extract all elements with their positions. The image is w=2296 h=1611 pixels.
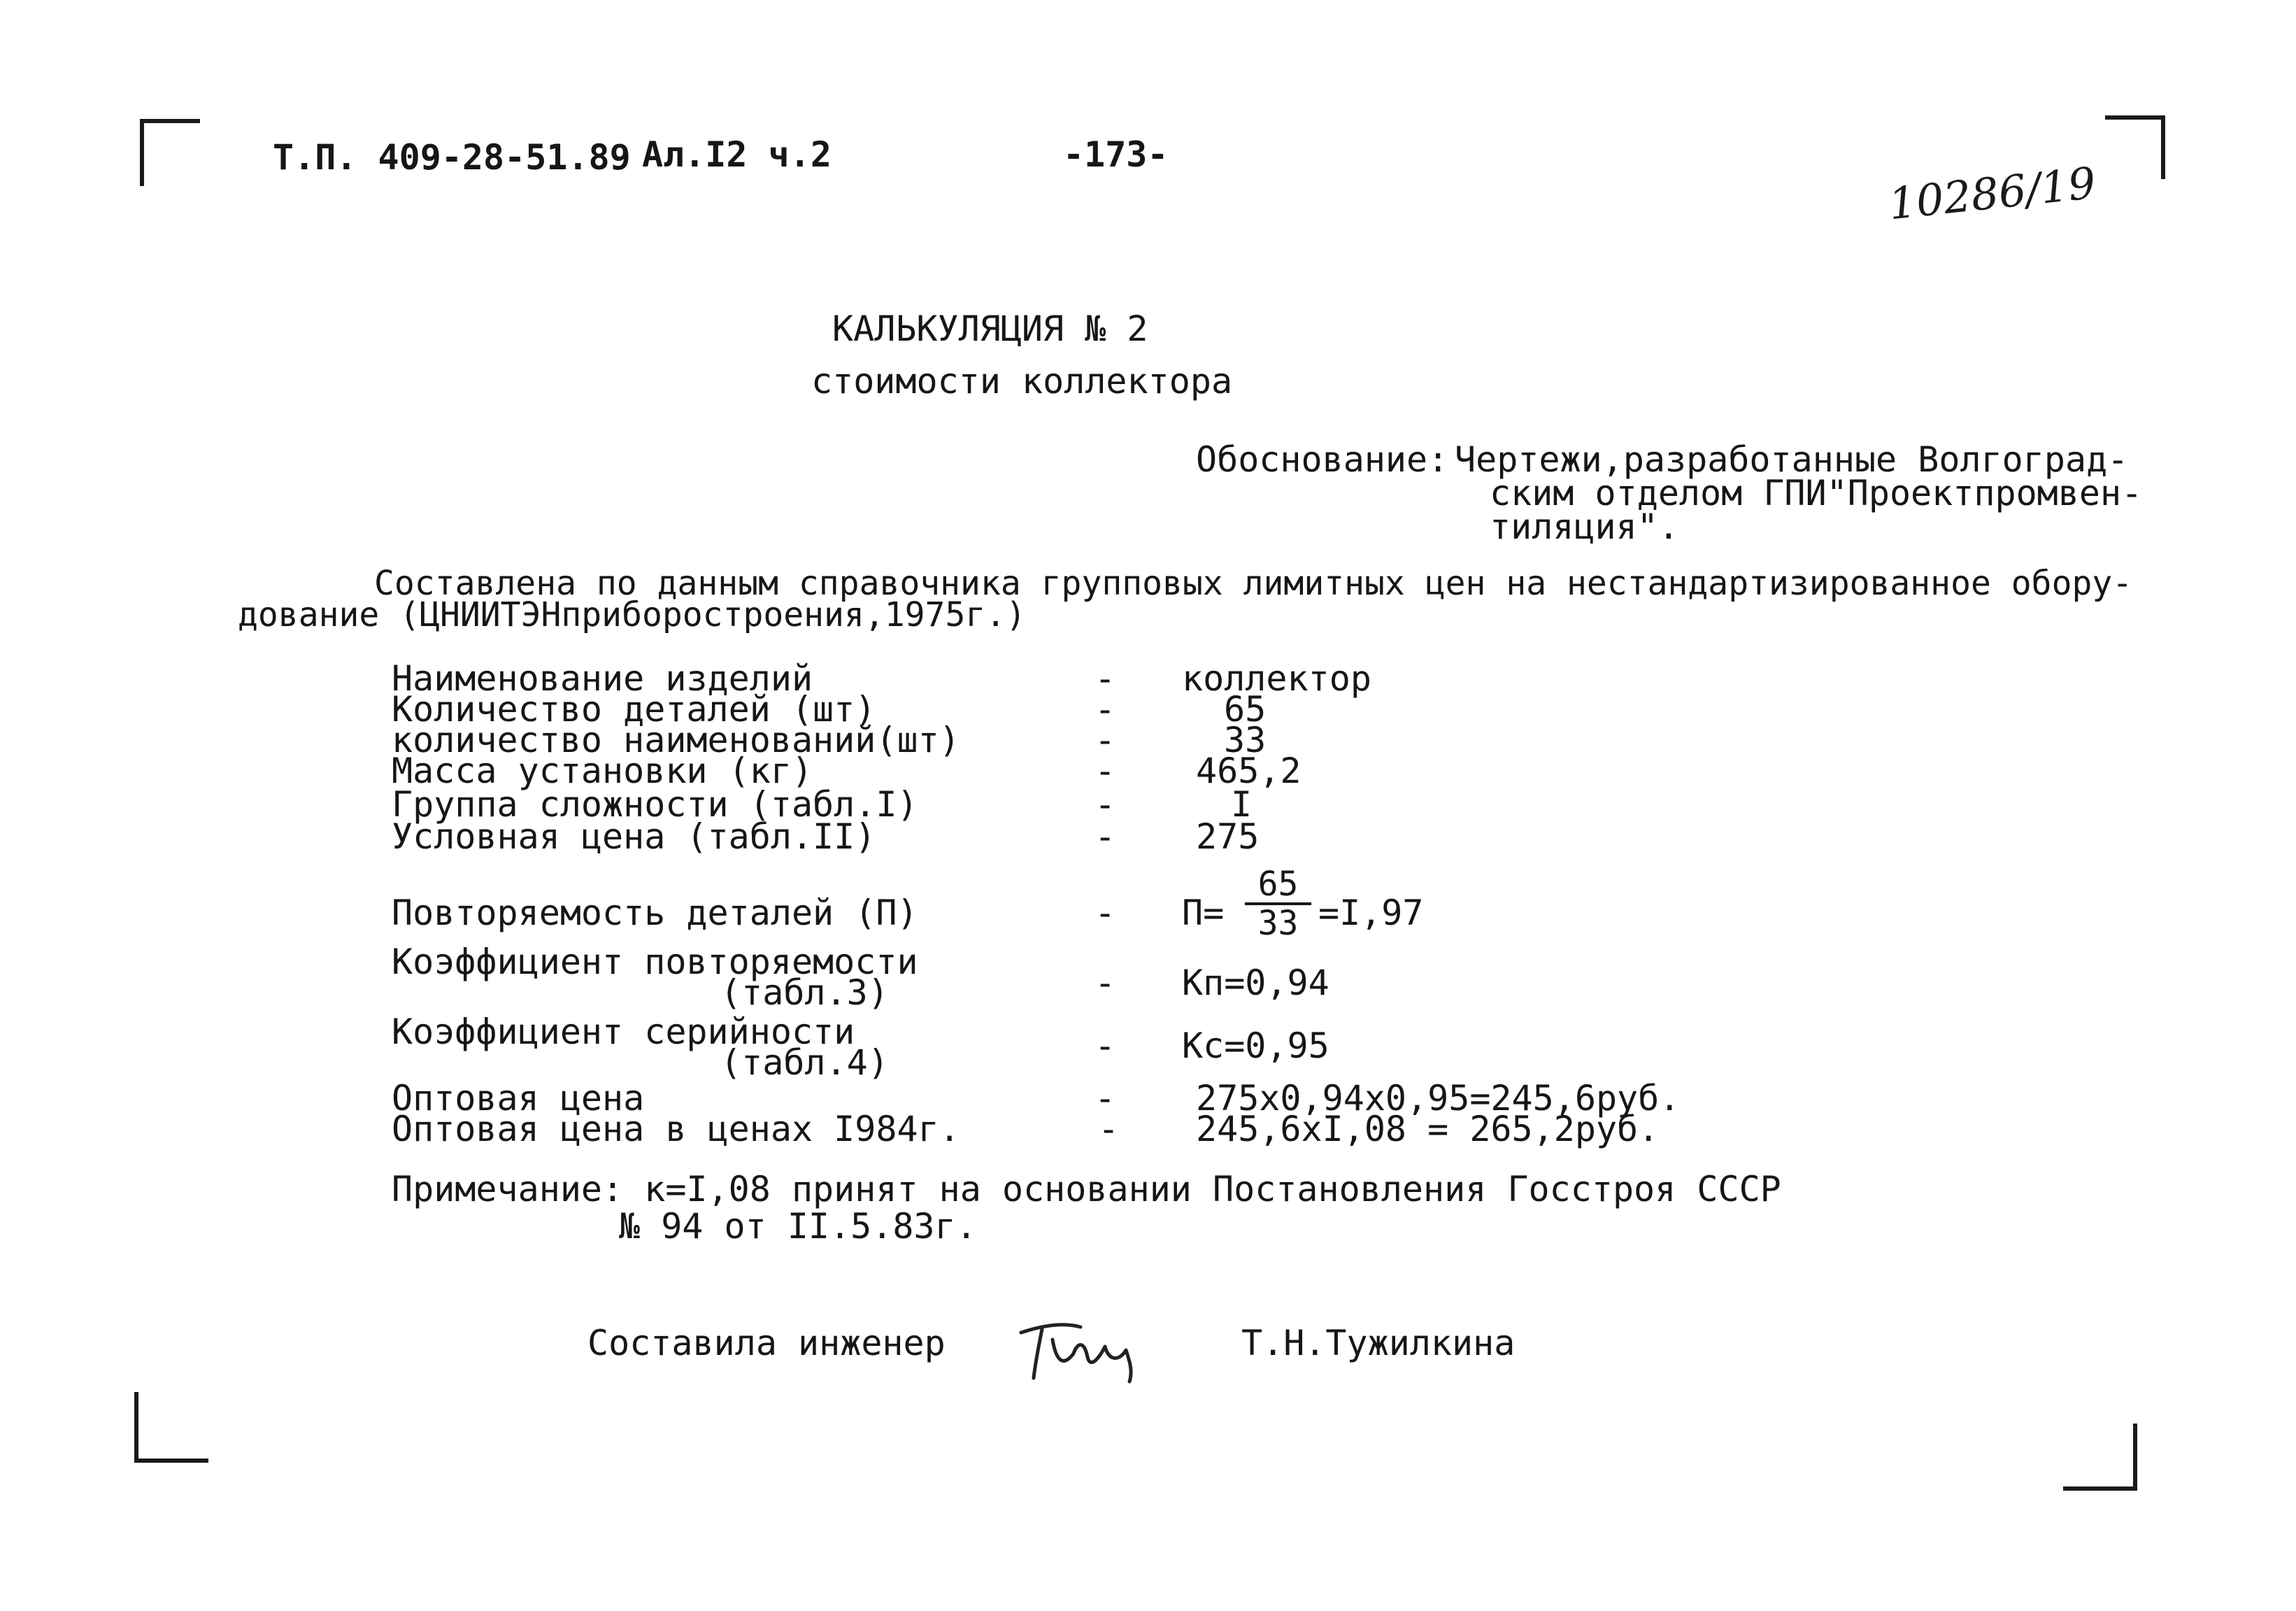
repeatability-prefix: П= — [1182, 893, 1225, 933]
album-ref: Ал.I2 ч.2 — [642, 134, 832, 175]
coef-repeat-label: Коэффициент повторяемости — [392, 942, 918, 982]
fraction-denominator: 33 — [1257, 904, 1299, 943]
param-dash: - — [1094, 689, 1116, 730]
repeatability-dash: - — [1094, 893, 1116, 933]
param-dash: - — [1094, 784, 1116, 825]
basis-label: Обоснование: — [1196, 439, 1449, 480]
prices-block — [392, 1078, 1681, 1158]
repeatability-row — [392, 867, 1441, 951]
coef-serial-table: (табл.4) — [720, 1042, 889, 1083]
param-dash: - — [1094, 751, 1116, 791]
signature — [1014, 1312, 1147, 1389]
coef-repeat-row — [392, 944, 1441, 1021]
intro-line-2: дование (ЦНИИТЭНприборостроения,1975г.) — [238, 595, 1027, 634]
price-dash: - — [1098, 1109, 1120, 1149]
param-label: Группа сложности (табл.I) — [392, 784, 918, 825]
param-label: Условная цена (табл.II) — [392, 816, 876, 857]
repeatability-fraction — [1245, 865, 1311, 943]
param-label: количество наименований(шт) — [392, 720, 960, 760]
signoff-name: Т.Н.Тужилкина — [1241, 1323, 1516, 1363]
note-line-2: № 94 от II.5.83г. — [619, 1206, 977, 1247]
corner-mark-bottom-left — [134, 1392, 208, 1463]
param-value: 465,2 — [1196, 751, 1302, 791]
note-line-1: Примечание: к=I,08 принят на основании Постановления Госстроя СССР — [392, 1169, 1781, 1209]
price-label: Оптовая цена в ценах I984г. — [392, 1109, 960, 1149]
param-dash: - — [1094, 720, 1116, 760]
param-dash: - — [1094, 658, 1116, 699]
document-subtitle: стоимости коллектора — [811, 361, 1233, 402]
param-value: 33 — [1224, 720, 1267, 760]
coef-serial-value: Кс=0,95 — [1182, 1025, 1329, 1066]
corner-mark-bottom-right — [2063, 1424, 2137, 1491]
basis-line-3: тиляция". — [1490, 506, 1679, 547]
signoff-label: Составила инженер — [587, 1323, 946, 1363]
fraction-numerator: 65 — [1257, 865, 1299, 904]
repeatability-result: =I,97 — [1318, 893, 1424, 933]
document-title: КАЛЬКУЛЯЦИЯ № 2 — [832, 308, 1148, 349]
price-label: Оптовая цена — [392, 1078, 645, 1119]
param-value: коллектор — [1182, 658, 1371, 699]
coef-repeat-dash: - — [1094, 963, 1116, 1003]
param-value: 275 — [1196, 816, 1260, 857]
param-value: 65 — [1224, 689, 1267, 730]
corner-mark-top-right — [2105, 115, 2165, 179]
page-number: -173- — [1063, 134, 1169, 175]
coef-serial-label: Коэффициент серийности — [392, 1012, 855, 1052]
param-label: Масса установки (кг) — [392, 751, 813, 791]
repeatability-label: Повторяемость деталей (П) — [392, 893, 918, 933]
handwritten-reference: 10286/19 — [1885, 157, 2099, 230]
param-dash: - — [1094, 816, 1116, 857]
basis-line-2: ским отделом ГПИ"Проектпромвен- — [1490, 473, 2143, 513]
basis-line-1: Чертежи,разработанные Волгоград- — [1455, 439, 2129, 480]
param-value: I — [1231, 784, 1253, 825]
coef-serial-dash: - — [1094, 1025, 1116, 1066]
param-label: Количество деталей (шт) — [392, 689, 876, 730]
intro-line-1: Составлена по данным справочника групповых лимитных цен на нестандартизированное обору- — [374, 564, 2133, 603]
price-value: 275х0,94х0,95=245,6руб. — [1196, 1078, 1681, 1119]
parameter-table — [392, 658, 1441, 871]
coef-repeat-table: (табл.3) — [720, 972, 889, 1013]
corner-mark-top-left — [140, 119, 200, 186]
price-dash: - — [1094, 1078, 1116, 1119]
coef-repeat-value: Кп=0,94 — [1182, 963, 1329, 1003]
price-value: 245,6хI,08 = 265,2руб. — [1196, 1109, 1660, 1149]
project-code: Т.П. 409-28-51.89 — [273, 137, 631, 178]
param-label: Наименование изделий — [392, 658, 813, 699]
